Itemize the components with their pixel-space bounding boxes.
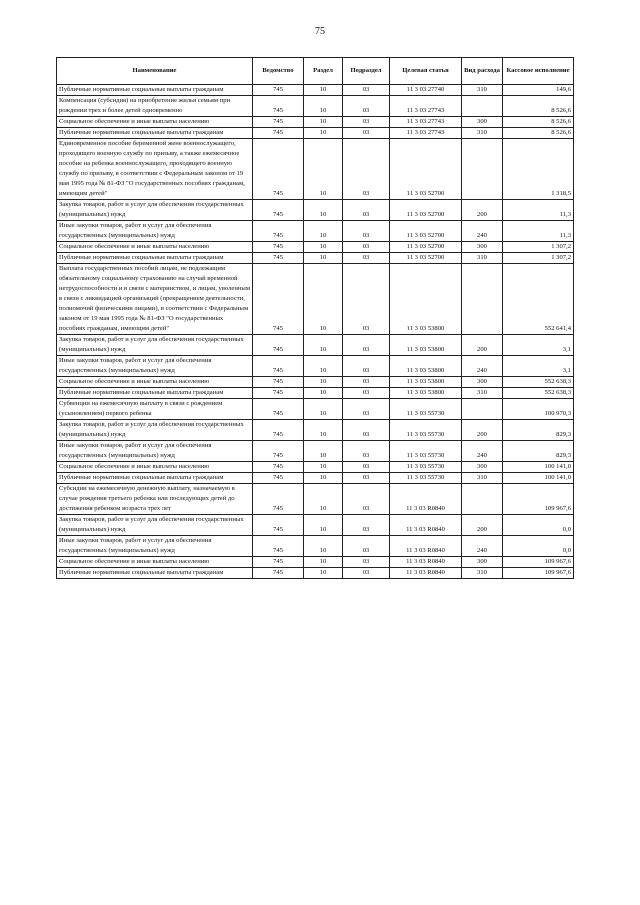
cell-vedomstvo: 745 [253, 462, 304, 473]
cell-vedomstvo: 745 [253, 388, 304, 399]
cell-vid-rashoda: 200 [462, 335, 503, 356]
cell-podrazdel: 03 [343, 253, 390, 264]
cell-razdel: 10 [304, 264, 343, 335]
header-celevaya-statya: Целевая статья [390, 58, 462, 85]
cell-name: Социальное обеспечение и иные выплаты населению [57, 117, 253, 128]
cell-celevaya-statya: 11 3 03 R0840 [390, 568, 462, 579]
cell-vid-rashoda: 310 [462, 568, 503, 579]
cell-vedomstvo: 745 [253, 356, 304, 377]
cell-name: Закупка товаров, работ и услуг для обеспечения государственных (муниципальных) нужд [57, 420, 253, 441]
cell-razdel: 10 [304, 85, 343, 96]
cell-vid-rashoda [462, 139, 503, 200]
cell-vid-rashoda: 200 [462, 200, 503, 221]
cell-kassovoe-ispolnenie: 11,3 [503, 221, 574, 242]
table-row [57, 139, 574, 200]
cell-celevaya-statya: 11 3 03 R0840 [390, 557, 462, 568]
cell-celevaya-statya: 11 3 03 27740 [390, 85, 462, 96]
cell-razdel: 10 [304, 388, 343, 399]
cell-vedomstvo: 745 [253, 85, 304, 96]
cell-podrazdel: 03 [343, 568, 390, 579]
table-row [57, 484, 574, 515]
cell-celevaya-statya: 11 3 03 55730 [390, 462, 462, 473]
cell-celevaya-statya: 11 3 03 52700 [390, 221, 462, 242]
cell-podrazdel: 03 [343, 117, 390, 128]
cell-vid-rashoda [462, 484, 503, 515]
cell-name: Субсидии на ежемесячную денежную выплату, назначаемую в случае рождения третьего ребенка или последующих детей до достижения ребенком возраста трех лет [57, 484, 253, 515]
cell-name: Закупка товаров, работ и услуг для обеспечения государственных (муниципальных) нужд [57, 200, 253, 221]
cell-vedomstvo: 745 [253, 473, 304, 484]
table-row [57, 356, 574, 377]
cell-kassovoe-ispolnenie: 109 967,6 [503, 484, 574, 515]
cell-podrazdel: 03 [343, 200, 390, 221]
table-row [57, 568, 574, 579]
cell-vedomstvo: 745 [253, 253, 304, 264]
cell-razdel: 10 [304, 420, 343, 441]
cell-razdel: 10 [304, 128, 343, 139]
table-row [57, 473, 574, 484]
cell-podrazdel: 03 [343, 484, 390, 515]
cell-kassovoe-ispolnenie: 1 318,5 [503, 139, 574, 200]
cell-kassovoe-ispolnenie: 100 141,0 [503, 462, 574, 473]
cell-vedomstvo: 745 [253, 568, 304, 579]
cell-podrazdel: 03 [343, 399, 390, 420]
cell-kassovoe-ispolnenie: 149,6 [503, 85, 574, 96]
table-row [57, 399, 574, 420]
cell-razdel: 10 [304, 462, 343, 473]
cell-name: Публичные нормативные социальные выплаты гражданам [57, 128, 253, 139]
cell-vedomstvo: 745 [253, 139, 304, 200]
cell-vid-rashoda [462, 96, 503, 117]
cell-podrazdel: 03 [343, 515, 390, 536]
cell-celevaya-statya: 11 3 03 52700 [390, 242, 462, 253]
cell-vid-rashoda: 310 [462, 128, 503, 139]
cell-kassovoe-ispolnenie: 552 638,3 [503, 377, 574, 388]
cell-celevaya-statya: 11 3 03 R0840 [390, 484, 462, 515]
cell-razdel: 10 [304, 139, 343, 200]
header-razdel: Раздел [304, 58, 343, 85]
cell-podrazdel: 03 [343, 462, 390, 473]
cell-vedomstvo: 745 [253, 377, 304, 388]
cell-kassovoe-ispolnenie: 552 638,3 [503, 388, 574, 399]
cell-celevaya-statya: 11 3 03 53800 [390, 264, 462, 335]
cell-vedomstvo: 745 [253, 399, 304, 420]
cell-podrazdel: 03 [343, 557, 390, 568]
cell-vedomstvo: 745 [253, 264, 304, 335]
cell-podrazdel: 03 [343, 242, 390, 253]
cell-razdel: 10 [304, 473, 343, 484]
cell-celevaya-statya: 11 3 03 27743 [390, 96, 462, 117]
table-row [57, 515, 574, 536]
cell-kassovoe-ispolnenie: 100 970,3 [503, 399, 574, 420]
cell-vid-rashoda: 310 [462, 388, 503, 399]
cell-vid-rashoda: 310 [462, 253, 503, 264]
budget-table [56, 57, 574, 579]
cell-razdel: 10 [304, 242, 343, 253]
cell-kassovoe-ispolnenie: 8 526,6 [503, 96, 574, 117]
cell-celevaya-statya: 11 3 03 52700 [390, 253, 462, 264]
cell-kassovoe-ispolnenie: 109 967,6 [503, 568, 574, 579]
cell-celevaya-statya: 11 3 03 53800 [390, 356, 462, 377]
table-row [57, 335, 574, 356]
cell-kassovoe-ispolnenie: 100 141,0 [503, 473, 574, 484]
cell-celevaya-statya: 11 3 03 52700 [390, 139, 462, 200]
cell-vid-rashoda: 300 [462, 242, 503, 253]
cell-vedomstvo: 745 [253, 117, 304, 128]
cell-vedomstvo: 745 [253, 96, 304, 117]
cell-vid-rashoda: 240 [462, 441, 503, 462]
table-row [57, 117, 574, 128]
cell-name: Иные закупки товаров, работ и услуг для обеспечения государственных (муниципальных) нужд [57, 536, 253, 557]
table-row [57, 557, 574, 568]
cell-podrazdel: 03 [343, 139, 390, 200]
cell-razdel: 10 [304, 557, 343, 568]
cell-name: Выплата государственных пособий лицам, не подлежащим обязательному социальному страхованию на случай временной нетрудоспособности и в связи с материнством, и лицам, уволенным в связи с ликвидацией организаций (прекращением деятельности, полномочий физическими лицами), в соответствии с Федеральным законом от 19 мая 1995 года № 81-ФЗ "О государственных пособиях гражданам, имеющим детей" [57, 264, 253, 335]
cell-podrazdel: 03 [343, 441, 390, 462]
cell-vid-rashoda: 240 [462, 536, 503, 557]
cell-razdel: 10 [304, 221, 343, 242]
cell-name: Закупка товаров, работ и услуг для обеспечения государственных (муниципальных) нужд [57, 335, 253, 356]
cell-razdel: 10 [304, 536, 343, 557]
cell-vedomstvo: 745 [253, 128, 304, 139]
cell-name: Публичные нормативные социальные выплаты гражданам [57, 253, 253, 264]
table-header-row [57, 58, 574, 85]
cell-vedomstvo: 745 [253, 557, 304, 568]
table-row [57, 388, 574, 399]
cell-vedomstvo: 745 [253, 242, 304, 253]
cell-name: Социальное обеспечение и иные выплаты населению [57, 242, 253, 253]
cell-razdel: 10 [304, 335, 343, 356]
cell-celevaya-statya: 11 3 03 55730 [390, 473, 462, 484]
table-row [57, 253, 574, 264]
header-vedomstvo: Ведомство [253, 58, 304, 85]
table-body [57, 85, 574, 579]
cell-kassovoe-ispolnenie: 1 307,2 [503, 253, 574, 264]
cell-name: Публичные нормативные социальные выплаты гражданам [57, 473, 253, 484]
cell-vid-rashoda: 200 [462, 515, 503, 536]
cell-vid-rashoda: 200 [462, 420, 503, 441]
cell-celevaya-statya: 11 3 03 52700 [390, 200, 462, 221]
cell-kassovoe-ispolnenie: 829,3 [503, 420, 574, 441]
header-vid-rashoda: Вид расхода [462, 58, 503, 85]
cell-podrazdel: 03 [343, 536, 390, 557]
cell-vid-rashoda: 300 [462, 377, 503, 388]
header-kassovoe-ispolnenie: Кассовое исполнение [503, 58, 574, 85]
table-row [57, 420, 574, 441]
cell-celevaya-statya: 11 3 03 27743 [390, 117, 462, 128]
cell-celevaya-statya: 11 3 03 53800 [390, 388, 462, 399]
cell-name: Публичные нормативные социальные выплаты гражданам [57, 568, 253, 579]
cell-celevaya-statya: 11 3 03 55730 [390, 420, 462, 441]
cell-razdel: 10 [304, 200, 343, 221]
cell-vid-rashoda: 240 [462, 221, 503, 242]
table-row [57, 200, 574, 221]
cell-podrazdel: 03 [343, 356, 390, 377]
cell-vid-rashoda: 310 [462, 85, 503, 96]
cell-name: Иные закупки товаров, работ и услуг для обеспечения государственных (муниципальных) нужд [57, 441, 253, 462]
cell-razdel: 10 [304, 253, 343, 264]
cell-name: Компенсация (субсидия) на приобретение жилья семьям при рождении трех и более детей одновременно [57, 96, 253, 117]
cell-name: Публичные нормативные социальные выплаты гражданам [57, 388, 253, 399]
cell-vedomstvo: 745 [253, 441, 304, 462]
cell-kassovoe-ispolnenie: 11,3 [503, 200, 574, 221]
header-podrazdel: Подраздел [343, 58, 390, 85]
cell-podrazdel: 03 [343, 128, 390, 139]
cell-celevaya-statya: 11 3 03 27743 [390, 128, 462, 139]
cell-podrazdel: 03 [343, 264, 390, 335]
cell-podrazdel: 03 [343, 473, 390, 484]
table-row [57, 441, 574, 462]
cell-name: Иные закупки товаров, работ и услуг для обеспечения государственных (муниципальных) нужд [57, 221, 253, 242]
cell-celevaya-statya: 11 3 03 R0840 [390, 536, 462, 557]
cell-celevaya-statya: 11 3 03 53800 [390, 377, 462, 388]
cell-vedomstvo: 745 [253, 515, 304, 536]
table-row [57, 128, 574, 139]
cell-podrazdel: 03 [343, 85, 390, 96]
cell-vid-rashoda: 310 [462, 473, 503, 484]
cell-name: Социальное обеспечение и иные выплаты населению [57, 557, 253, 568]
header-name: Наименование [57, 58, 253, 85]
cell-kassovoe-ispolnenie: 829,3 [503, 441, 574, 462]
cell-vedomstvo: 745 [253, 335, 304, 356]
cell-celevaya-statya: 11 3 03 55730 [390, 399, 462, 420]
page-number: 75 [315, 26, 325, 37]
cell-razdel: 10 [304, 515, 343, 536]
cell-vid-rashoda [462, 264, 503, 335]
cell-razdel: 10 [304, 377, 343, 388]
table-row [57, 264, 574, 335]
table-row [57, 85, 574, 96]
cell-razdel: 10 [304, 568, 343, 579]
cell-kassovoe-ispolnenie: 0,0 [503, 536, 574, 557]
table-row [57, 536, 574, 557]
cell-vid-rashoda: 300 [462, 117, 503, 128]
cell-name: Публичные нормативные социальные выплаты гражданам [57, 85, 253, 96]
cell-kassovoe-ispolnenie: 109 967,6 [503, 557, 574, 568]
table-row [57, 242, 574, 253]
cell-podrazdel: 03 [343, 377, 390, 388]
cell-name: Субвенции на ежемесячную выплату в связи с рождением (усыновлением) первого ребенка [57, 399, 253, 420]
cell-kassovoe-ispolnenie: 1 307,2 [503, 242, 574, 253]
cell-kassovoe-ispolnenie: 8 526,6 [503, 128, 574, 139]
cell-vedomstvo: 745 [253, 420, 304, 441]
cell-podrazdel: 03 [343, 335, 390, 356]
cell-kassovoe-ispolnenie: 3,1 [503, 335, 574, 356]
cell-podrazdel: 03 [343, 221, 390, 242]
cell-vid-rashoda: 300 [462, 462, 503, 473]
cell-name: Социальное обеспечение и иные выплаты населению [57, 462, 253, 473]
cell-podrazdel: 03 [343, 420, 390, 441]
table-row [57, 221, 574, 242]
cell-vedomstvo: 745 [253, 221, 304, 242]
cell-kassovoe-ispolnenie: 0,0 [503, 515, 574, 536]
cell-kassovoe-ispolnenie: 8 526,6 [503, 117, 574, 128]
cell-razdel: 10 [304, 117, 343, 128]
cell-razdel: 10 [304, 484, 343, 515]
cell-celevaya-statya: 11 3 03 55730 [390, 441, 462, 462]
cell-name: Закупка товаров, работ и услуг для обеспечения государственных (муниципальных) нужд [57, 515, 253, 536]
cell-razdel: 10 [304, 96, 343, 117]
cell-razdel: 10 [304, 441, 343, 462]
cell-podrazdel: 03 [343, 96, 390, 117]
cell-name: Единовременное пособие беременной жене военнослужащего, проходящего военную службу по призыву, а также ежемесячное пособие на ребенка военнослужащего, проходящего военную службу по призыву, в соответствии с Федеральным законом от 19 мая 1995 года № 81-ФЗ "О государственных пособиях гражданам, имеющим детей" [57, 139, 253, 200]
cell-vid-rashoda [462, 399, 503, 420]
cell-vedomstvo: 745 [253, 484, 304, 515]
cell-kassovoe-ispolnenie: 3,1 [503, 356, 574, 377]
cell-kassovoe-ispolnenie: 552 641,4 [503, 264, 574, 335]
cell-vid-rashoda: 240 [462, 356, 503, 377]
cell-razdel: 10 [304, 399, 343, 420]
cell-razdel: 10 [304, 356, 343, 377]
cell-name: Иные закупки товаров, работ и услуг для обеспечения государственных (муниципальных) нужд [57, 356, 253, 377]
cell-name: Социальное обеспечение и иные выплаты населению [57, 377, 253, 388]
table-row [57, 96, 574, 117]
cell-vedomstvo: 745 [253, 536, 304, 557]
cell-celevaya-statya: 11 3 03 53800 [390, 335, 462, 356]
cell-podrazdel: 03 [343, 388, 390, 399]
cell-celevaya-statya: 11 3 03 R0840 [390, 515, 462, 536]
cell-vedomstvo: 745 [253, 200, 304, 221]
table-row [57, 377, 574, 388]
cell-vid-rashoda: 300 [462, 557, 503, 568]
table-row [57, 462, 574, 473]
